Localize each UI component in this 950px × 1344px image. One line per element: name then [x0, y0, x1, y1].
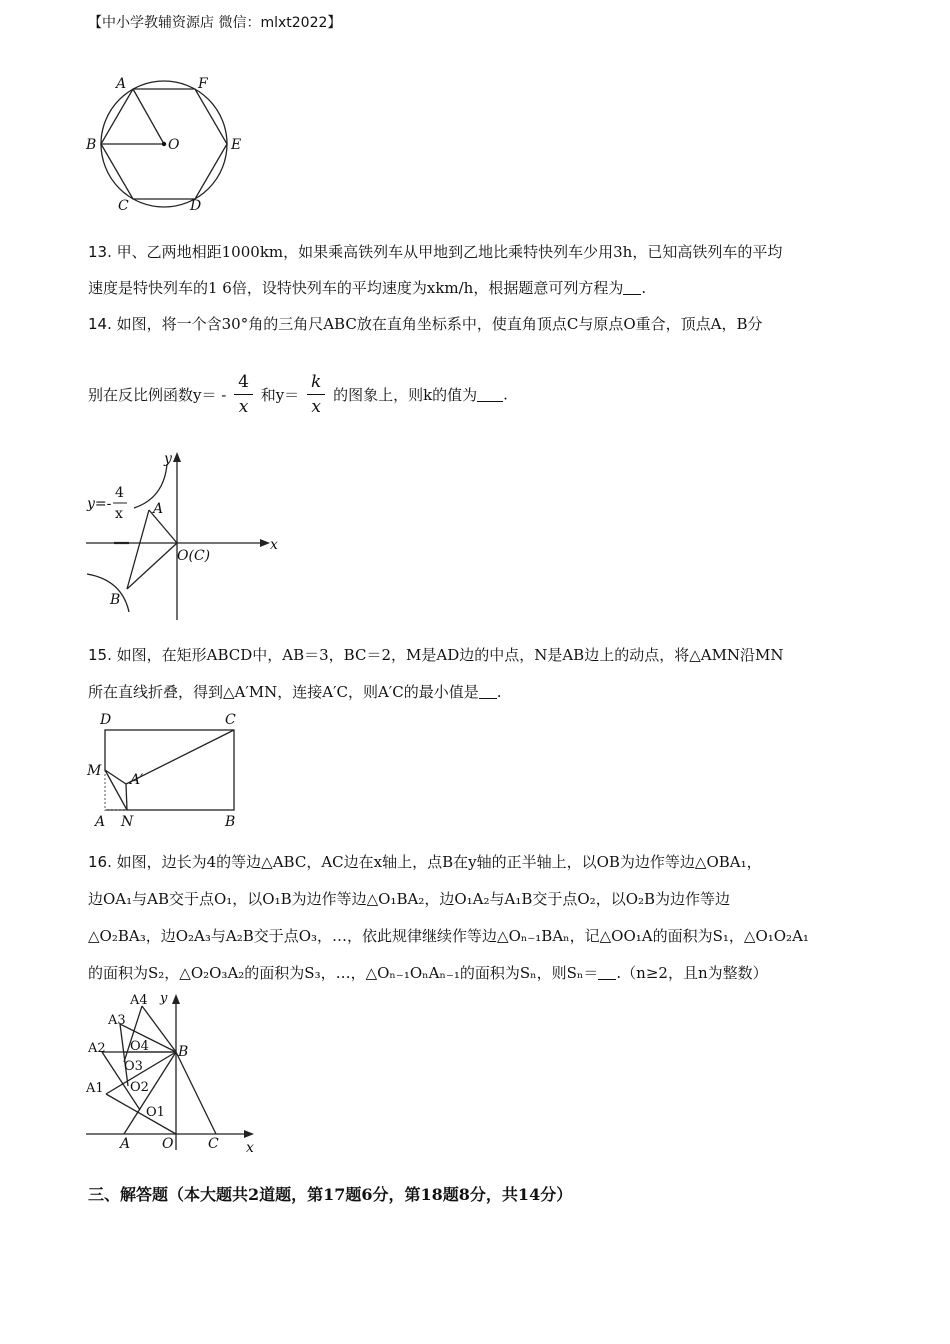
- q14-text-line2-mid: 和y＝: [260, 386, 300, 404]
- fig12-label-a: A: [116, 76, 127, 92]
- q13-answer-blank[interactable]: [623, 280, 641, 295]
- q14-coordinate-figure: [84, 450, 284, 625]
- q14-fig-curve-label: y=-: [87, 496, 112, 512]
- q15-fig-label-a: A: [95, 814, 106, 830]
- q15-fig-label-n: N: [121, 814, 134, 830]
- q14-fig-label-a: A: [153, 501, 164, 517]
- rectangle-abcd: [105, 730, 234, 810]
- q15-answer-blank[interactable]: [479, 684, 497, 699]
- q14-fig-label-o: O(C): [177, 548, 211, 564]
- q16-triangles-figure: [84, 990, 264, 1155]
- q16-line3: [88, 926, 809, 946]
- q16-fig-label-o2: O2: [130, 1080, 149, 1095]
- fig12-label-o: O: [168, 137, 180, 153]
- q13-text-line2: 速度是特快列车的1 6倍，设特快列车的平均速度为xkm/h，根据题意可列方程为: [88, 279, 624, 297]
- page-header: 【中小学教辅资源店 微信：mlxt2022】: [88, 15, 342, 31]
- q16-line2: [88, 889, 730, 909]
- q14-fig-curve-den: x: [115, 506, 123, 522]
- q16-fig-label-a1: A1: [86, 1081, 104, 1096]
- q15-fig-label-a-prime: A′: [130, 772, 144, 788]
- q13-number: 13.: [88, 243, 112, 261]
- q15-fig-label-m: M: [87, 763, 102, 779]
- q14-number: 14.: [88, 315, 112, 333]
- q15-fig-label-b: B: [225, 814, 236, 830]
- q16-text-line2: 边OA₁与AB交于点O₁，以O₁B为边作等边△O₁BA₂，边O₁A₂与A₁B交于点O₂，以O₂B为边作等边: [88, 890, 731, 908]
- q14-fig-curve-num: 4: [115, 485, 124, 501]
- q15-fig-label-d: D: [100, 712, 112, 728]
- fig12-label-c: C: [118, 198, 129, 214]
- hexagon-circle-figure: [82, 72, 252, 222]
- q16-fig-label-o3: O3: [124, 1059, 143, 1074]
- q14-text-line2-pre: 别在反比例函数y＝ -: [88, 386, 227, 404]
- q15-line2: 所在直线折叠，得到△A′MN，连接A′C，则A′C的最小值是 .: [88, 683, 502, 701]
- q16-fig-label-o: O: [162, 1136, 174, 1152]
- q15-fig-label-c: C: [225, 712, 236, 728]
- q16-text-line1: 如图，边长为4的等边△ABC，AC边在x轴上，点B在y轴的正半轴上，以OB为边作等边△OBA₁，: [116, 853, 762, 871]
- q15-text-line2: 所在直线折叠，得到△A′MN，连接A′C，则A′C的最小值是: [88, 683, 479, 701]
- q14-text-line2-post: 的图象上，则k的值为: [333, 386, 478, 404]
- q16-answer-blank[interactable]: [598, 965, 616, 980]
- q16-fig-label-o1: O1: [146, 1105, 165, 1120]
- q16-fig-label-a4: A4: [130, 993, 148, 1008]
- q15-text-line1: 如图，在矩形ABCD中，AB＝3，BC＝2，M是AD边的中点，N是AB边上的动点，将△AMN沿MN: [116, 646, 784, 664]
- q13-line2: 速度是特快列车的1 6倍，设特快列车的平均速度为xkm/h，根据题意可列方程为 .: [88, 279, 647, 297]
- q16-fig-label-c: C: [208, 1136, 219, 1152]
- q16-fig-label-o4: O4: [130, 1039, 149, 1054]
- q16-text-line4-pre: 的面积为S₂，△O₂O₃A₂的面积为S₃，…，△Oₙ₋₁OₙAₙ₋₁的面积为Sₙ，则Sₙ＝: [88, 964, 599, 982]
- q16-line4: [88, 963, 768, 983]
- q15-number: 15.: [88, 646, 112, 664]
- q14-answer-blank[interactable]: [477, 387, 503, 402]
- q15-rectangle-figure: [84, 708, 254, 830]
- q13-line1: [88, 242, 782, 262]
- q16-fig-label-a2: A2: [88, 1041, 106, 1056]
- q16-text-line4-post: .（n≥2，且n为整数）: [616, 964, 768, 982]
- q16-text-line3: △O₂BA₃，边O₂A₃与A₂B交于点O₃，…，依此规律继续作等边△Oₙ₋₁BAₙ，记△OO₁A的面积为S₁，△O₁O₂A₁: [88, 927, 809, 945]
- q14-fig-label-x: x: [270, 537, 278, 553]
- q14-fig-label-y: y: [164, 451, 172, 467]
- q16-line1: [88, 852, 762, 872]
- q14-line1: [88, 314, 762, 334]
- q16-number: 16.: [88, 853, 112, 871]
- q14-fig-label-b: B: [110, 592, 121, 608]
- fig12-label-f: F: [198, 76, 208, 92]
- q14-text-line1: 如图，将一个含30°角的三角尺ABC放在直角坐标系中，使直角顶点C与原点O重合，顶点A，B分: [116, 315, 763, 333]
- fig12-label-b: B: [86, 137, 97, 153]
- section-3-heading: 三、解答题（本大题共2道题，第17题6分，第18题8分，共14分）: [88, 1185, 573, 1204]
- q16-fig-label-y: y: [160, 991, 168, 1006]
- fig12-label-e: E: [231, 137, 242, 153]
- q14-fraction-2: $\frac{k}{x}$: [307, 372, 325, 417]
- q14-line2: 别在反比例函数y＝ - $\frac{4}{x}$ 和y＝ $\frac{k}{x}$ 的图象上，则k的值为 .: [88, 372, 508, 417]
- q16-fig-label-a3: A3: [108, 1013, 126, 1028]
- q16-fig-label-x: x: [246, 1140, 254, 1155]
- q15-line1: [88, 645, 784, 665]
- q13-text-line1: 甲、乙两地相距1000km，如果乘高铁列车从甲地到乙地比乘特快列车少用3h，已知高铁列车的平均: [116, 243, 783, 261]
- q16-fig-label-a: A: [120, 1136, 131, 1152]
- q14-fraction-1: $\frac{4}{x}$: [234, 372, 253, 417]
- q16-fig-label-b: B: [178, 1044, 189, 1060]
- fig12-label-d: D: [190, 198, 202, 214]
